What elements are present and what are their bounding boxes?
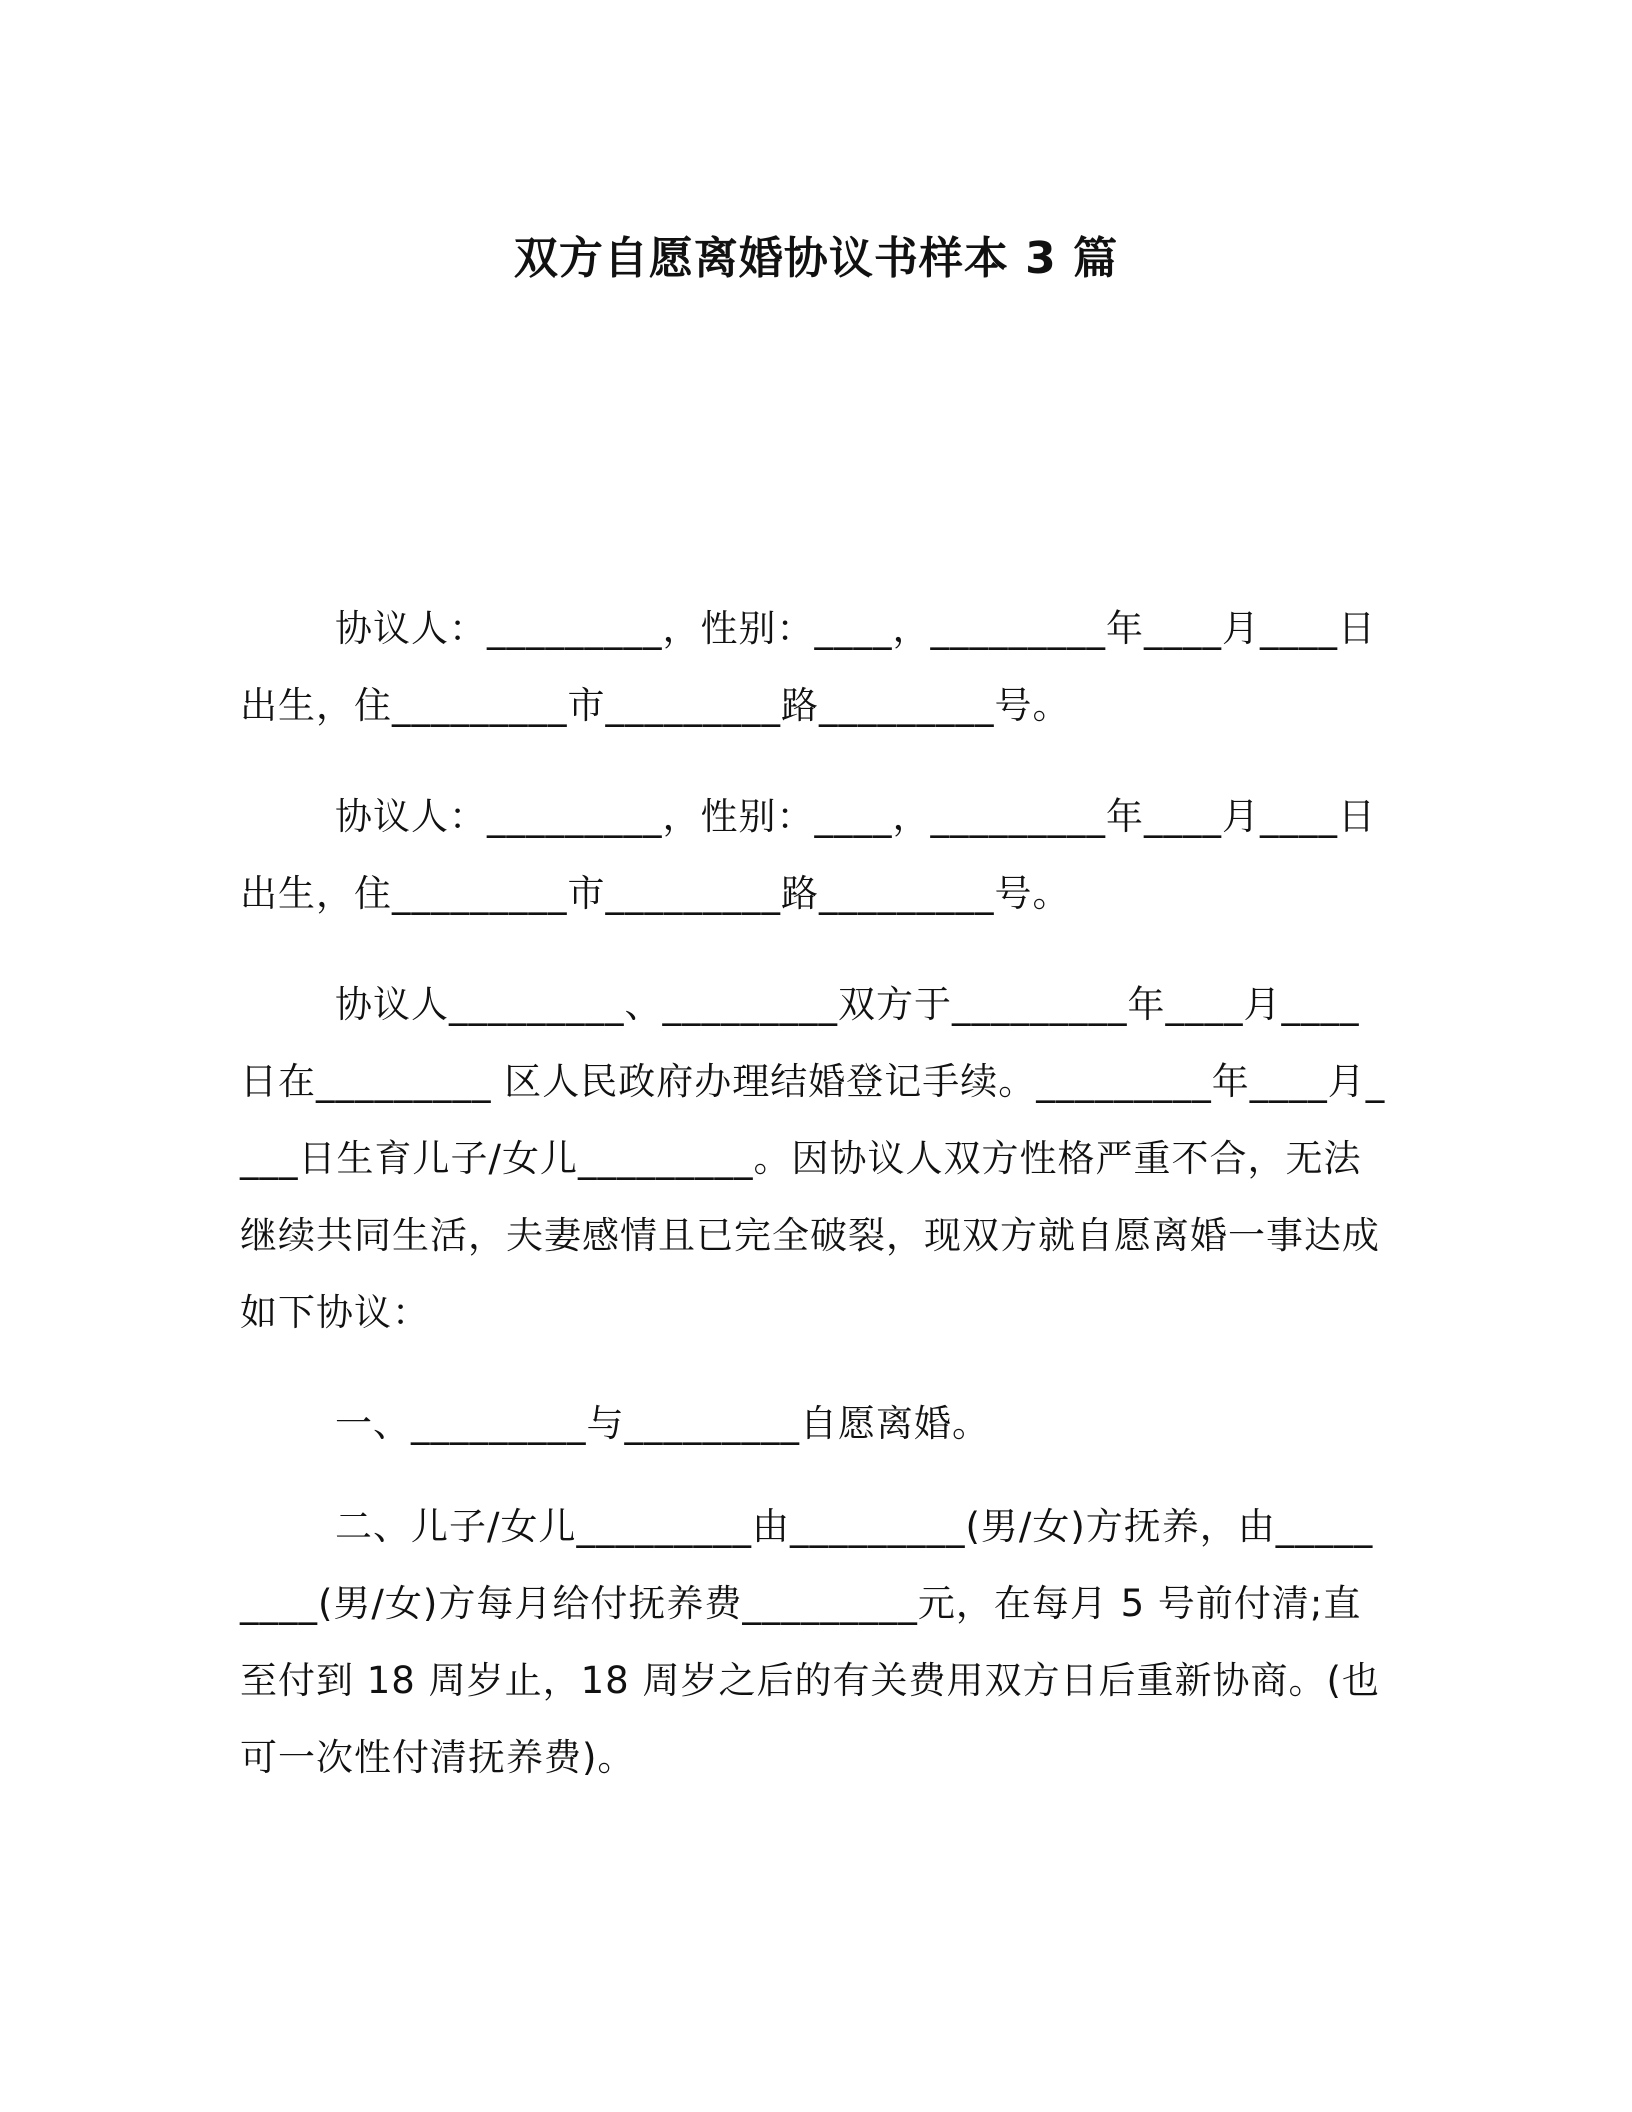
clause-two-paragraph: 二、儿子/女儿_________由_________(男/女)方抚养，由_________(男/女)方每月给付抚养费_________元，在每月 5 号前付清;直至付到 18 周岁止，18 周岁之后的有关费用双方日后重新协商。(也可一次性付清抚养费)。 (240, 1505, 1380, 1779)
party-one-paragraph: 协议人：_________，性别：____，_________年____月____日出生，住_________市_________路_________号。 (240, 607, 1376, 727)
clause-one-paragraph: 一、_________与_________自愿离婚。 (335, 1402, 990, 1445)
document-body (240, 590, 1390, 1830)
marriage-background-paragraph: 协议人_________、_________双方于_________年____月____日在_________ 区人民政府办理结婚登记手续。_________年____月____日生育儿子/女儿_________。因协议人双方性格严重不合，无法继续共同生活，夫妻感情且已完全破裂，现双方就自愿离婚一事达成如下协议： (240, 983, 1386, 1334)
document-title: 双方自愿离婚协议书样本 3 篇 (513, 233, 1119, 284)
party-two-paragraph: 协议人：_________，性别：____，_________年____月____日出生，住_________市_________路_________号。 (240, 795, 1376, 915)
